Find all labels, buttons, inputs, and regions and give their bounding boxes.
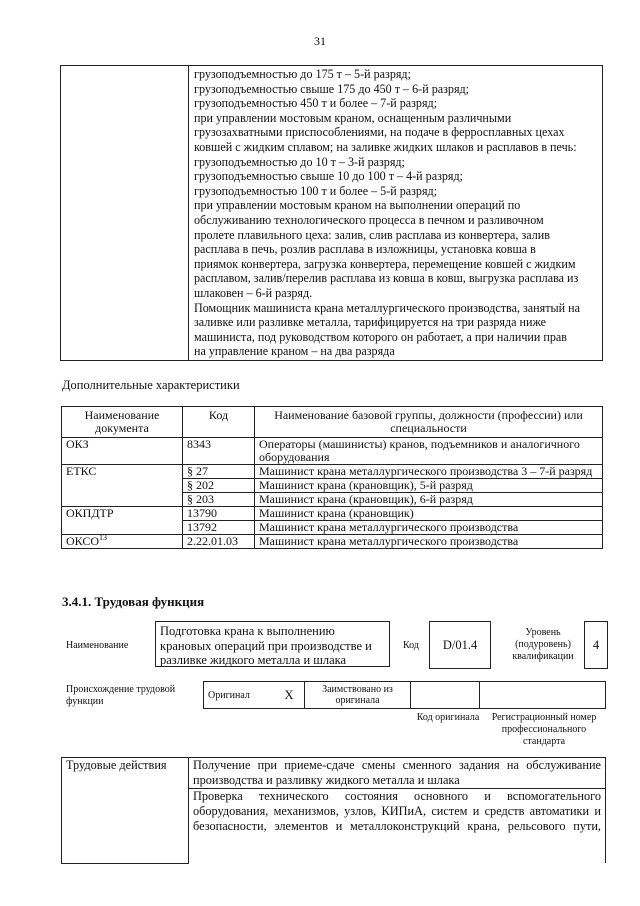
header-code: Код <box>183 407 255 438</box>
action-item: Получение при приеме-сдаче смены сменного задания на обслуживание производства и разливку жидкого металла и шлака <box>189 758 606 789</box>
code-cell: § 203 <box>183 493 255 507</box>
characteristics-table <box>61 406 603 549</box>
actions-label: Трудовые действия <box>62 758 189 864</box>
page-number: 31 <box>314 34 326 48</box>
doc-cell: ОКПДТР <box>62 507 183 535</box>
origin-code-cell <box>411 682 480 709</box>
name-label: Наименование <box>66 640 129 651</box>
additional-characteristics-title: Дополнительные характеристики <box>62 378 240 392</box>
labour-actions-table <box>61 757 606 864</box>
function-name-box: Подготовка крана к выполнению крановых операций при производстве и разливке жидкого металла и шлака <box>155 621 390 667</box>
table-row <box>62 438 603 465</box>
doc-cell: ЕТКС <box>62 465 183 507</box>
name-cell: Машинист крана (крановщик), 5-й разряд <box>255 479 603 493</box>
doc-cell <box>62 535 183 549</box>
footnote-marker: 13 <box>99 533 108 542</box>
continuation-line: машиниста, под руководством которого он работает, а при наличии прав <box>194 329 567 344</box>
original-mark: X <box>274 682 305 709</box>
name-cell: Машинист крана металлургического производства <box>255 521 603 535</box>
table-row <box>62 465 603 479</box>
continuation-line: на управление краном – на два разряда <box>194 344 395 359</box>
name-cell: Машинист крана металлургического производства 3 – 7-й разряд <box>255 465 603 479</box>
reg-number-cell <box>480 682 606 709</box>
code-cell: § 27 <box>183 465 255 479</box>
continuation-line: ковшей с жидким сплавом; на заливке жидких шлаков и расплавов в печь: <box>194 139 577 154</box>
table-row <box>62 535 603 549</box>
origin-label: Происхождение трудовой функции <box>66 684 176 707</box>
continuation-line: приямок конвертера, загрузка конвертера, перемещение ковшей с жидким <box>194 256 576 271</box>
level-box: 4 <box>584 621 608 669</box>
continuation-line: грузозахватными приспособлениями, на подаче в ферросплавных цехах <box>194 125 565 140</box>
code-cell: 8343 <box>183 438 255 465</box>
continuation-line: грузоподъемностью до 175 т – 5-й разряд; <box>194 67 411 81</box>
continuation-text <box>189 66 603 361</box>
continuation-line: Помощник машиниста крана металлургического производства, занятый на <box>194 300 580 315</box>
name-cell: Операторы (машинисты) кранов, подъемников и аналогичного оборудования <box>255 438 603 465</box>
continuation-line: шлаковен – 6-й разряд. <box>194 285 313 300</box>
origin-table <box>203 681 606 709</box>
reg-number-label: Регистрационный номер профессионального стандарта <box>491 712 597 747</box>
okso-label: ОКСО <box>66 534 100 548</box>
continuation-line: расплава в печь, розлив расплава в изложницы, установка ковша в <box>194 242 536 257</box>
continuation-empty-cell <box>61 66 189 361</box>
action-line: безопасности, элементов и металлоконструкций крана, рельсового пути, <box>193 819 601 833</box>
table-row <box>62 507 603 521</box>
code-cell: 13792 <box>183 521 255 535</box>
name-cell: Машинист крана металлургического производства <box>255 535 603 549</box>
continuation-line: грузоподъемностью свыше 175 до 450 т – 6-й разряд; <box>194 81 470 96</box>
doc-cell: ОКЗ <box>62 438 183 465</box>
continuation-line: расплавом, залив/перелив расплава из ковша в ковш, выгрузка расплава из <box>194 271 579 286</box>
name-cell: Машинист крана (крановщик) <box>255 507 603 521</box>
function-code-box: D/01.4 <box>429 621 491 669</box>
borrowed-label: Заимствовано из оригинала <box>305 682 411 709</box>
code-label: Код <box>403 640 419 651</box>
continuation-line: грузоподъемностью 450 т и более – 7-й разряд; <box>194 96 438 111</box>
continuation-line: грузоподъемностью 100 т и более – 5-й разряд; <box>194 183 438 198</box>
code-cell: 2.22.01.03 <box>183 535 255 549</box>
continuation-line: обслуживанию технологического процесса в печном и разливочном <box>194 212 544 227</box>
origin-code-label: Код оригинала <box>416 712 480 723</box>
name-cell: Машинист крана (крановщик), 6-й разряд <box>255 493 603 507</box>
continuation-table <box>60 65 603 361</box>
action-line: оборудования, механизмов, узлов, КИПиА, систем и средств автоматики и <box>193 804 601 818</box>
table-row <box>62 758 606 789</box>
continuation-line: заливке или разливке металла, тарифицируется на три разряда ниже <box>194 315 547 330</box>
code-cell: 13790 <box>183 507 255 521</box>
continuation-line: грузоподъемностью до 10 т – 3-й разряд; <box>194 154 405 169</box>
level-label: Уровень (подуровень) квалификации <box>512 627 574 662</box>
section-title: 3.4.1. Трудовая функция <box>62 594 205 609</box>
continuation-line: пролете плавильного цеха: залив, слив расплава из конвертера, залив <box>194 227 550 242</box>
action-line: Проверка технического состояния основного и вспомогательного <box>193 789 601 803</box>
continuation-line: при управлении мостовым краном на выполнении операций по <box>194 198 521 213</box>
continuation-line: грузоподъемностью свыше 10 до 100 т – 4-й разряд; <box>194 169 463 184</box>
header-document: Наименование документа <box>62 407 183 438</box>
original-label: Оригинал <box>204 682 275 709</box>
code-cell: § 202 <box>183 479 255 493</box>
header-name: Наименование базовой группы, должности (профессии) или специальности <box>255 407 603 438</box>
action-item <box>189 789 606 864</box>
continuation-line: при управлении мостовым краном, оснащенным различными <box>194 110 512 125</box>
